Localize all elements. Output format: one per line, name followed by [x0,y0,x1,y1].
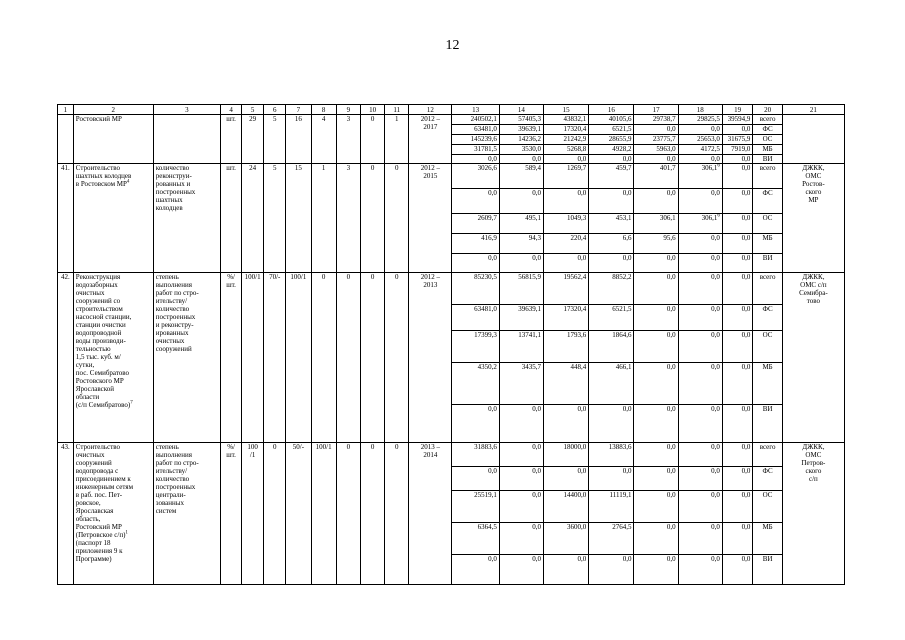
funding-value: 0,0 [634,331,678,363]
funding-value: 94,3 [499,234,543,254]
funding-source: МБ [753,234,782,254]
header-col-10: 10 [360,105,384,115]
funding-source: всего [753,443,782,467]
funding-value: 306,1 [634,214,678,234]
header-col-2: 2 [73,105,153,115]
funding-value: 0,0 [544,189,589,214]
header-col-21: 21 [782,105,844,115]
funding-value: 0,0 [544,254,589,273]
page-number: 12 [445,38,460,53]
funding-value: 23775,7 [634,135,678,145]
funding-value: 466,1 [589,363,634,405]
funding-value: 18000,0 [544,443,589,467]
header-col-20: 20 [753,105,782,115]
funding-value: 3530,0 [499,145,543,155]
funding-value: 4928,2 [589,145,634,155]
row-number [58,115,74,164]
funding-value: 0,0 [589,254,634,273]
unit: %/ шт. [221,443,242,585]
table-body [58,105,845,585]
funding-value: 31781,5 [452,145,499,155]
header-col-1: 1 [58,105,74,115]
funding-value: 1864,6 [589,331,634,363]
table-row [58,273,845,305]
funding-value: 448,4 [544,363,589,405]
funding-source: ФС [753,189,782,214]
funding-value: 0,0 [678,331,722,363]
funding-value: 0,0 [722,189,753,214]
funding-value: 0,0 [722,443,753,467]
header-col-9: 9 [336,105,360,115]
indicator-value-c10: 0 [360,273,384,443]
indicator-value-c8: 1 [311,164,336,273]
funding-value: 31675,9 [722,135,753,145]
funding-value: 306,1$^6$ [678,214,722,234]
funding-value: 0,0 [722,214,753,234]
header-col-14: 14 [499,105,543,115]
funding-value: 0,0 [589,405,634,443]
funding-value: 7919,0 [722,145,753,155]
funding-value: 57405,3 [499,115,543,125]
header-col-17: 17 [634,105,678,115]
funding-value: 0,0 [678,254,722,273]
indicator-value-c5: 24 [242,164,264,273]
measure-name: Строительство очистных сооружений водопровода с присоединением к инженерным сетям в раб. пос. Пет- ровское, Ярославская область, Ростовский МР (Петровское с/п)$^1$ (паспорт 18 приложения 9 к Программе) [73,443,153,585]
funding-value: 0,0 [499,467,543,491]
funding-value: 0,0 [499,405,543,443]
header-col-8: 8 [311,105,336,115]
indicator-name [153,115,220,164]
funding-value: 306,1$^6$ [678,164,722,189]
funding-source: ОС [753,491,782,523]
indicator-name: степень выполнения работ по стро- ительству/ количество построенных и реконстру- ированных очистных сооружений [153,273,220,443]
funding-value: 0,0 [544,155,589,164]
funding-value: 0,0 [634,254,678,273]
funding-value: 3026,6 [452,164,499,189]
header-col-6: 6 [264,105,286,115]
funding-value: 220,4 [544,234,589,254]
funding-value: 0,0 [678,555,722,585]
funding-value: 14236,2 [499,135,543,145]
funding-value: 1269,7 [544,164,589,189]
funding-source: всего [753,164,782,189]
funding-value: 0,0 [499,555,543,585]
funding-value: 0,0 [634,305,678,331]
indicator-value-c7: 15 [286,164,311,273]
funding-value: 0,0 [544,467,589,491]
funding-value: 0,0 [499,189,543,214]
funding-value: 0,0 [499,254,543,273]
funding-source: ВИ [753,254,782,273]
header-col-16: 16 [589,105,634,115]
period: 2012 – 2017 [409,115,452,164]
header-col-18: 18 [678,105,722,115]
funding-value: 0,0 [634,555,678,585]
indicator-value-c9: 3 [336,115,360,164]
measure-name: Реконструкция водозаборных очистных сооружений со строительством насосной станции, станции очистки водопроводной воды производи- тельностью 1,5 тыс. куб. м/ сутки, пос. Семибратово Ростовского МР Ярославской области (с/п Семибратово)$^7$ [73,273,153,443]
funding-value: 0,0 [634,273,678,305]
funding-value: 63481,0 [452,125,499,135]
indicator-value-c5: 100 /1 [242,443,264,585]
funding-value: 0,0 [722,491,753,523]
funding-value: 0,0 [634,443,678,467]
header-row [58,105,845,115]
funding-source: МБ [753,145,782,155]
indicator-value-c10: 0 [360,115,384,164]
funding-value: 39639,1 [499,305,543,331]
indicator-value-c10: 0 [360,443,384,585]
indicator-value-c8: 100/1 [311,443,336,585]
funding-value: 43832,1 [544,115,589,125]
funding-source: МБ [753,363,782,405]
measure-name: Строительство шахтных колодцев в Ростовском $МР^4$ [73,164,153,273]
indicator-value-c7: 100/1 [286,273,311,443]
funding-value: 0,0 [452,189,499,214]
indicator-value-c11: 1 [385,115,409,164]
funding-value: 25519,1 [452,491,499,523]
footnote-mark: 1 [125,530,128,536]
funding-value: 0,0 [452,467,499,491]
funding-value: 0,0 [634,491,678,523]
funding-source: ВИ [753,555,782,585]
funding-value: 0,0 [678,125,722,135]
funding-value: 13883,6 [589,443,634,467]
indicator-value-c6: 70/- [264,273,286,443]
funding-value: 25653,0 [678,135,722,145]
funding-value: 0,0 [589,155,634,164]
indicator-value-c11: 0 [385,164,409,273]
funding-value: 0,0 [589,555,634,585]
header-col-13: 13 [452,105,499,115]
funding-value: 0,0 [678,189,722,214]
funding-value: 17320,4 [544,305,589,331]
funding-value: 0,0 [722,467,753,491]
funding-value: 0,0 [634,467,678,491]
funding-source: ОС [753,135,782,145]
funding-value: 0,0 [452,155,499,164]
funding-value: 0,0 [722,305,753,331]
period: 2013 – 2014 [409,443,452,585]
funding-source: всего [753,115,782,125]
funding-value: 17320,4 [544,125,589,135]
funding-value: 29738,7 [634,115,678,125]
funding-value: 0,0 [589,189,634,214]
funding-value: 453,1 [589,214,634,234]
executor: ДЖКК, ОМС Петров- ского с/п [782,443,844,585]
funding-source: ОС [753,214,782,234]
header-col-7: 7 [286,105,311,115]
funding-value: 31883,6 [452,443,499,467]
funding-value: 0,0 [499,155,543,164]
funding-value: 0,0 [722,125,753,135]
indicator-value-c5: 29 [242,115,264,164]
funding-value: 0,0 [634,155,678,164]
funding-value: 29825,5 [678,115,722,125]
unit: шт. [221,115,242,164]
funding-value: 0,0 [678,305,722,331]
indicator-value-c6: 5 [264,115,286,164]
footnote-mark: 6 [717,213,720,219]
executor: ДЖКК, ОМС Ростов- ского МР [782,164,844,273]
indicator-value-c6: 0 [264,443,286,585]
indicator-value-c9: 0 [336,273,360,443]
funding-value: 0,0 [634,523,678,555]
funding-value: 6521,5 [589,125,634,135]
row-number: 42. [58,273,74,443]
funding-value: 4172,5 [678,145,722,155]
funding-value: 0,0 [678,405,722,443]
funding-value: 0,0 [722,555,753,585]
header-col-5: 5 [242,105,264,115]
funding-value: 0,0 [722,273,753,305]
funding-value: 6,6 [589,234,634,254]
footnote-mark: 7 [130,400,133,406]
funding-value: 459,7 [589,164,634,189]
funding-value: 39594,9 [722,115,753,125]
funding-value: 0,0 [678,491,722,523]
funding-value: 21242,9 [544,135,589,145]
executor: ДЖКК, ОМС с/п Семибра- тово [782,273,844,443]
funding-value: 63481,0 [452,305,499,331]
funding-value: 6364,5 [452,523,499,555]
footnote-mark: 6 [717,163,720,169]
indicator-value-c5: 100/1 [242,273,264,443]
funding-value: 14400,0 [544,491,589,523]
funding-value: 0,0 [499,523,543,555]
funding-value: 0,0 [678,234,722,254]
funding-value: 0,0 [634,125,678,135]
funding-value: 28655,9 [589,135,634,145]
funding-value: 0,0 [634,189,678,214]
funding-value: 589,4 [499,164,543,189]
funding-source: МБ [753,523,782,555]
funding-source: ФС [753,467,782,491]
funding-value: 0,0 [678,273,722,305]
funding-value: 3435,7 [499,363,543,405]
funding-value: 416,9 [452,234,499,254]
funding-value: 0,0 [722,363,753,405]
funding-value: 0,0 [589,467,634,491]
funding-value: 6521,5 [589,305,634,331]
funding-source: ФС [753,125,782,135]
funding-value: 11119,1 [589,491,634,523]
funding-value: 8852,2 [589,273,634,305]
funding-value: 2609,7 [452,214,499,234]
funding-value: 1793,6 [544,331,589,363]
funding-source: ВИ [753,155,782,164]
indicator-value-c9: 0 [336,443,360,585]
indicator-value-c11: 0 [385,443,409,585]
indicator-value-c9: 3 [336,164,360,273]
funding-value: 0,0 [452,555,499,585]
header-col-4: 4 [221,105,242,115]
funding-value: 0,0 [722,331,753,363]
funding-value: 0,0 [722,405,753,443]
indicator-value-c6: 5 [264,164,286,273]
funding-value: 40105,6 [589,115,634,125]
program-table [57,104,845,585]
funding-source: ФС [753,305,782,331]
indicator-value-c7: 16 [286,115,311,164]
funding-value: 56815,9 [499,273,543,305]
indicator-value-c8: 4 [311,115,336,164]
executor [782,115,844,164]
funding-value: 0,0 [499,491,543,523]
funding-value: 85230,5 [452,273,499,305]
indicator-name: степень выполнения работ по стро- ительству/ количество построенных централи- зованных систем [153,443,220,585]
indicator-name: количество реконструи- рованных и построенных шахтных колодцев [153,164,220,273]
indicator-value-c10: 0 [360,164,384,273]
indicator-value-c8: 0 [311,273,336,443]
funding-value: 5963,0 [634,145,678,155]
funding-value: 19562,4 [544,273,589,305]
period: 2012 – 2015 [409,164,452,273]
funding-value: 0,0 [722,164,753,189]
indicator-value-c11: 0 [385,273,409,443]
funding-value: 0,0 [678,155,722,164]
measure-name: Ростовский МР [73,115,153,164]
funding-value: 39639,1 [499,125,543,135]
funding-value: 0,0 [678,363,722,405]
funding-value: 2764,5 [589,523,634,555]
funding-value: 495,1 [499,214,543,234]
header-col-12: 12 [409,105,452,115]
header-col-15: 15 [544,105,589,115]
funding-value: 0,0 [678,523,722,555]
funding-value: 0,0 [544,405,589,443]
table-row [58,443,845,467]
funding-value: 0,0 [722,234,753,254]
row-number: 41. [58,164,74,273]
funding-source: ВИ [753,405,782,443]
funding-value: 0,0 [722,523,753,555]
header-col-11: 11 [385,105,409,115]
funding-value: 4350,2 [452,363,499,405]
funding-value: 0,0 [452,405,499,443]
funding-value: 0,0 [452,254,499,273]
funding-value: 5268,8 [544,145,589,155]
funding-value: 145239,6 [452,135,499,145]
funding-value: 240502,1 [452,115,499,125]
funding-value: 0,0 [544,555,589,585]
funding-value: 1049,3 [544,214,589,234]
indicator-value-c7: 50/- [286,443,311,585]
funding-value: 17399,3 [452,331,499,363]
funding-value: 95,6 [634,234,678,254]
unit: %/ шт. [221,273,242,443]
period: 2012 – 2013 [409,273,452,443]
funding-value: 13741,1 [499,331,543,363]
funding-value: 401,7 [634,164,678,189]
funding-value: 0,0 [722,155,753,164]
funding-source: ОС [753,331,782,363]
table-row [58,164,845,189]
funding-value: 0,0 [634,363,678,405]
funding-source: всего [753,273,782,305]
funding-value: 0,0 [722,254,753,273]
funding-value: 0,0 [499,443,543,467]
header-col-3: 3 [153,105,220,115]
header-col-19: 19 [722,105,753,115]
funding-value: 0,0 [634,405,678,443]
funding-value: 3600,0 [544,523,589,555]
table-row [58,115,845,125]
funding-value: 0,0 [678,443,722,467]
row-number: 43. [58,443,74,585]
funding-value: 0,0 [678,467,722,491]
footnote-mark: 4 [126,179,130,185]
unit: шт. [221,164,242,273]
